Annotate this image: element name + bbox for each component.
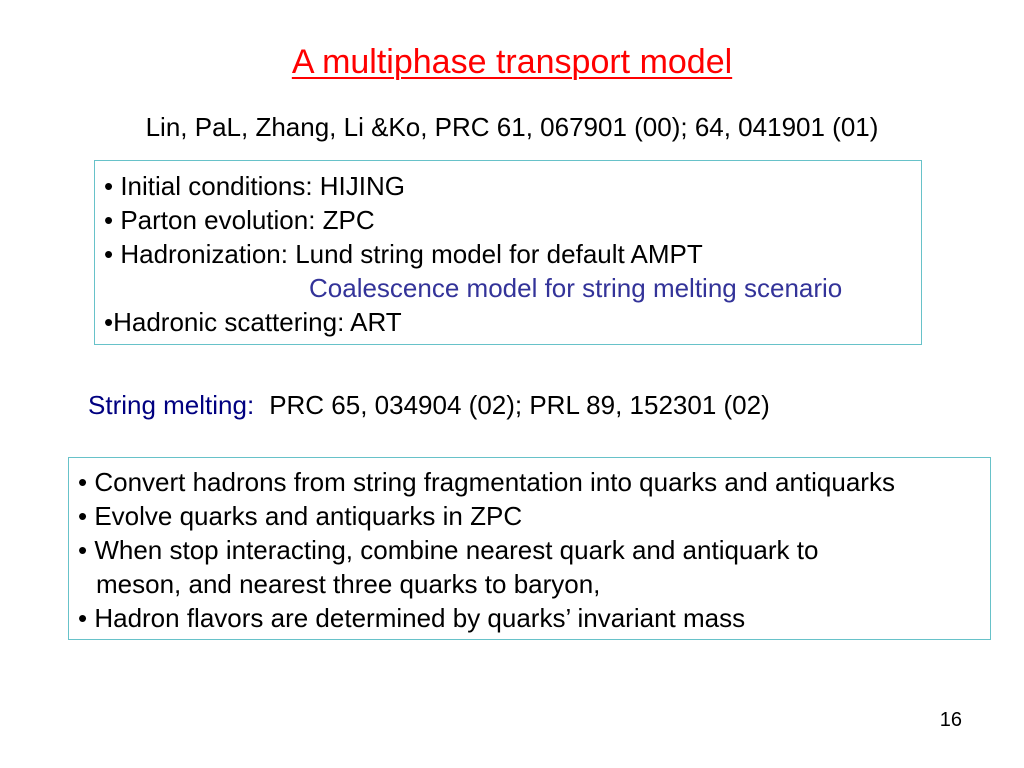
string-melting-citation: PRC 65, 034904 (02); PRL 89, 152301 (02) [269,390,770,420]
bullet-evolve-quarks: • Evolve quarks and antiquarks in ZPC [78,501,523,531]
bullet-parton-evolution: • Parton evolution: ZPC [104,205,375,235]
bullet-initial-conditions: • Initial conditions: HIJING [104,171,405,201]
bullet-combine-quarks: • When stop interacting, combine nearest quark and antiquark to [78,535,819,565]
bullet-hadronic-scattering: •Hadronic scattering: ART [104,307,402,337]
bullet-convert-hadrons: • Convert hadrons from string fragmentation into quarks and antiquarks [78,467,895,497]
ampt-components-box [94,160,922,345]
slide-title: A multiphase transport model [291,43,733,81]
bullet-hadronization: • Hadronization: Lund string model for default AMPT [104,239,703,269]
coalescence-model-note: Coalescence model for string melting scenario [309,273,843,303]
page-number: 16 [939,709,962,731]
bullet-hadron-flavors: • Hadron flavors are determined by quarks’ invariant mass [78,603,746,633]
reference-citation: Lin, PaL, Zhang, Li &Ko, PRC 61, 067901 (00); 64, 041901 (01) [145,112,879,142]
string-melting-box [68,457,991,640]
string-melting-reference [88,389,770,421]
string-melting-label: String melting: [88,390,255,420]
bullet-combine-quarks-continued: meson, and nearest three quarks to baryon, [96,569,601,599]
